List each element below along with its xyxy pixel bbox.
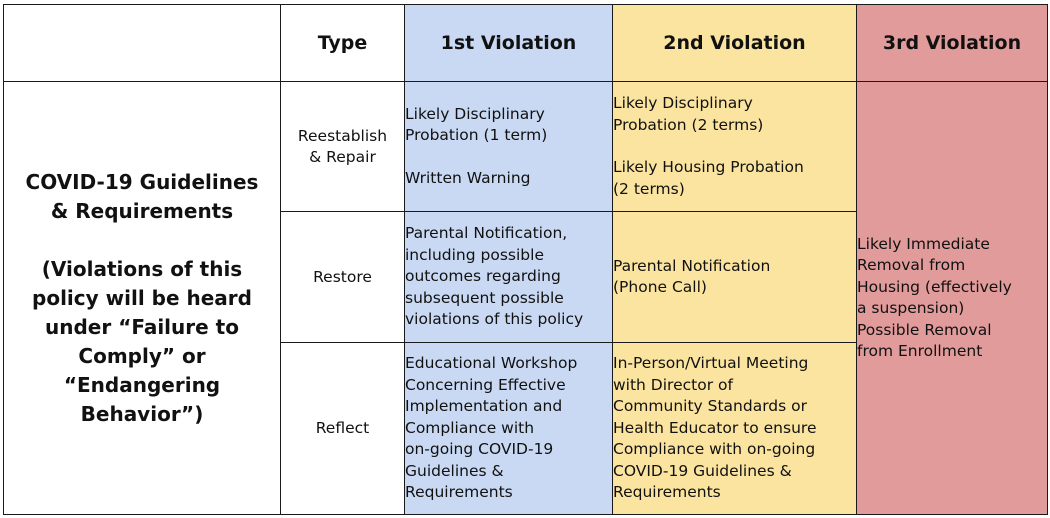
header-type: Type — [281, 5, 405, 82]
violations-table — [3, 4, 1048, 515]
cell-line: (Phone Call) — [613, 278, 707, 296]
policy-note-line: “Endangering — [63, 372, 221, 397]
third-line: Likely Immediate — [857, 234, 990, 253]
table-row-reestablish — [4, 82, 1048, 212]
first-violation-restore — [405, 212, 613, 343]
cell-line: Parental Notification — [613, 256, 771, 275]
cell-line: Compliance with on-going — [613, 440, 816, 459]
type-line: Reestablish — [297, 126, 388, 145]
third-line: a suspension) — [857, 299, 965, 317]
third-violation-cell — [857, 82, 1048, 515]
cell-line: Health Educator to ensure — [613, 418, 817, 437]
cell-line: violations of this policy — [405, 310, 584, 329]
cell-line: Probation (2 terms) — [613, 115, 764, 134]
policy-title-cell — [4, 82, 281, 515]
cell-line: Likely Housing Probation — [613, 158, 804, 176]
cell-line: Written Warning — [405, 168, 531, 187]
header-3rd-violation: 3rd Violation — [857, 5, 1048, 82]
cell-line: with Director of — [613, 375, 733, 394]
cell-line: (2 terms) — [613, 179, 685, 198]
type-cell-restore: Restore — [281, 212, 405, 343]
third-line: Possible Removal — [857, 320, 992, 339]
policy-note-line: Behavior”) — [80, 401, 204, 426]
cell-line: Compliance with — [405, 418, 535, 437]
cell-line: Requirements — [613, 483, 721, 502]
cell-line: In-Person/Virtual Meeting — [613, 354, 809, 373]
policy-note-line: Comply” or — [78, 343, 206, 368]
cell-line: Community Standards or — [613, 397, 808, 416]
type-cell-reflect: Reflect — [281, 343, 405, 515]
type-cell-reestablish — [281, 82, 405, 212]
cell-line: Educational Workshop — [405, 354, 578, 373]
second-violation-reflect — [613, 343, 857, 515]
header-empty-cell — [4, 5, 281, 82]
header-row — [4, 5, 1048, 82]
header-1st-violation: 1st Violation — [405, 5, 613, 82]
third-line: Removal from — [857, 256, 966, 274]
cell-line: Concerning Effective — [405, 375, 566, 394]
cell-line: Requirements — [405, 483, 513, 502]
third-line: Housing (effectively — [857, 277, 1012, 296]
cell-line: Likely Disciplinary — [405, 104, 545, 123]
cell-line: Guidelines & — [405, 461, 504, 480]
policy-note-line: policy will be heard — [32, 285, 252, 310]
policy-title-line: & Requirements — [50, 198, 234, 223]
policy-title-line: COVID-19 Guidelines — [25, 169, 259, 194]
policy-note-line: under “Failure to — [45, 314, 239, 339]
second-violation-reestablish — [613, 82, 857, 212]
cell-line: on-going COVID-19 — [405, 440, 554, 459]
cell-line: subsequent possible — [405, 288, 564, 307]
header-2nd-violation: 2nd Violation — [613, 5, 857, 82]
cell-line: outcomes regarding — [405, 267, 561, 286]
cell-line: Likely Disciplinary — [613, 94, 753, 112]
policy-note-line: (Violations of this — [41, 256, 243, 281]
second-violation-restore — [613, 212, 857, 343]
cell-line: COVID-19 Guidelines & — [613, 461, 792, 480]
cell-line: including possible — [405, 245, 544, 264]
type-line: & Repair — [309, 147, 376, 166]
cell-line: Probation (1 term) — [405, 126, 548, 145]
cell-line: Parental Notification, — [405, 224, 568, 243]
cell-line: Implementation and — [405, 397, 563, 416]
third-line: from Enrollment — [857, 342, 983, 360]
first-violation-reflect — [405, 343, 613, 515]
first-violation-reestablish — [405, 82, 613, 212]
